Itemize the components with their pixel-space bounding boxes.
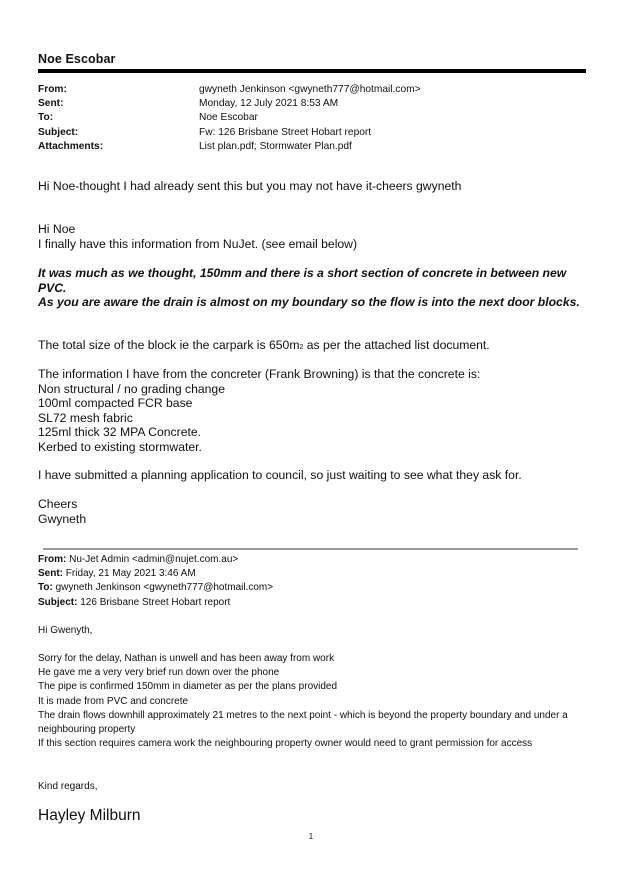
- to-label: To:: [38, 112, 54, 124]
- planning-line: I have submitted a planning application to council, so just waiting to see what they ask for.: [38, 468, 522, 482]
- fwd-sent-value: Friday, 21 May 2021 3:46 AM: [63, 568, 196, 580]
- header-to-row: [38, 111, 578, 125]
- subject-value: Fw: 126 Brisbane Street Hobart report: [199, 126, 372, 138]
- concrete-item: Kerbed to existing stormwater.: [38, 439, 202, 454]
- greeting-line-2: I finally have this information from NuJet. (see email below): [38, 236, 358, 251]
- fwd-sent-label: Sent:: [38, 568, 63, 580]
- fwd-subject-label: Subject:: [38, 596, 78, 608]
- emphasis-paragraph-1: It was much as we thought, 150mm and there is a short section of concrete in between new PVC.: [38, 266, 567, 295]
- fwd-line: Sorry for the delay, Nathan is unwell and has been away from work: [38, 653, 335, 664]
- subject-label: Subject:: [38, 126, 79, 138]
- block-size-line: [38, 338, 583, 356]
- fwd-from-label: From:: [38, 554, 67, 565]
- signoff-block: [38, 497, 583, 526]
- fwd-greeting: Hi Gwenyth,: [38, 625, 93, 636]
- header-attachments-row: [38, 140, 578, 154]
- from-value[interactable]: gwyneth Jenkinson <gwyneth777@hotmail.com>: [199, 84, 421, 95]
- fwd-to-value[interactable]: gwyneth Jenkinson <gwyneth777@hotmail.com>: [52, 582, 274, 594]
- emphasis-paragraph-2: As you are aware the drain is almost on my boundary so the flow is into the next door blocks.: [38, 295, 580, 310]
- sent-label: Sent:: [38, 98, 64, 110]
- fwd-from-value[interactable]: Nu-Jet Admin <admin@nujet.com.au>: [66, 554, 239, 565]
- concrete-item: SL72 mesh fabric: [38, 410, 133, 425]
- fwd-subject-value: 126 Brisbane Street Hobart report: [77, 596, 231, 608]
- fwd-from-row: [38, 553, 273, 567]
- intro-line: Hi Noe-thought I had already sent this but you may not have it-cheers gwyneth: [38, 179, 462, 193]
- forwarded-header: [38, 553, 273, 610]
- signature: Gwyneth: [38, 511, 87, 526]
- fwd-line: The drain flows downhill approximately 21 metres to the next point - which is beyond the property boundary and under a neighbouring property: [38, 709, 568, 736]
- fwd-line: He gave me a very very brief run down over the phone: [38, 667, 280, 679]
- concrete-item: 100ml compacted FCR base: [38, 396, 193, 411]
- attachments-label: Attachments:: [38, 140, 104, 152]
- email-header: [38, 83, 578, 154]
- size-prefix: The total size of the block ie the carpark is 650m: [38, 338, 300, 352]
- concrete-item: Non structural / no grading change: [38, 381, 225, 396]
- concrete-intro: The information I have from the concreter (Frank Browning) is that the concrete is:: [38, 367, 481, 381]
- fwd-line: It is made from PVC and concrete: [38, 695, 189, 707]
- fwd-sent-row: [38, 567, 273, 581]
- fwd-closing: Kind regards,: [38, 781, 98, 792]
- concrete-spec-block: [38, 367, 583, 455]
- fwd-message-lines: [38, 652, 583, 751]
- page-number: 1: [308, 832, 314, 841]
- signoff: Cheers: [38, 497, 78, 511]
- fwd-line: The pipe is confirmed 150mm in diameter as per the plans provided: [38, 681, 338, 693]
- fwd-to-row: [38, 581, 273, 595]
- header-divider: [38, 69, 586, 73]
- attachments-value[interactable]: List plan.pdf; Stormwater Plan.pdf: [199, 140, 352, 152]
- to-value[interactable]: Noe Escobar: [199, 112, 258, 124]
- header-subject-row: [38, 126, 578, 140]
- greeting-block: [38, 222, 583, 251]
- size-superscript: 2: [299, 344, 304, 351]
- size-suffix: as per the attached list document.: [303, 338, 490, 352]
- greeting: Hi Noe: [38, 222, 76, 236]
- from-label: From:: [38, 84, 67, 95]
- header-from-row: [38, 83, 578, 97]
- emphasis-block: [38, 266, 583, 310]
- concrete-item: 125ml thick 32 MPA Concrete.: [38, 425, 202, 440]
- mailbox-owner-name: Noe Escobar: [38, 52, 116, 66]
- header-sent-row: [38, 97, 578, 111]
- fwd-to-label: To:: [38, 582, 53, 594]
- fwd-line: If this section requires camera work the neighbouring property owner would need to grant permission for access: [38, 738, 533, 750]
- sent-value: Monday, 12 July 2021 8:53 AM: [199, 98, 339, 110]
- fwd-subject-row: [38, 596, 273, 610]
- fwd-signature-name: Hayley Milburn: [38, 807, 141, 824]
- forwarded-divider: [43, 548, 578, 550]
